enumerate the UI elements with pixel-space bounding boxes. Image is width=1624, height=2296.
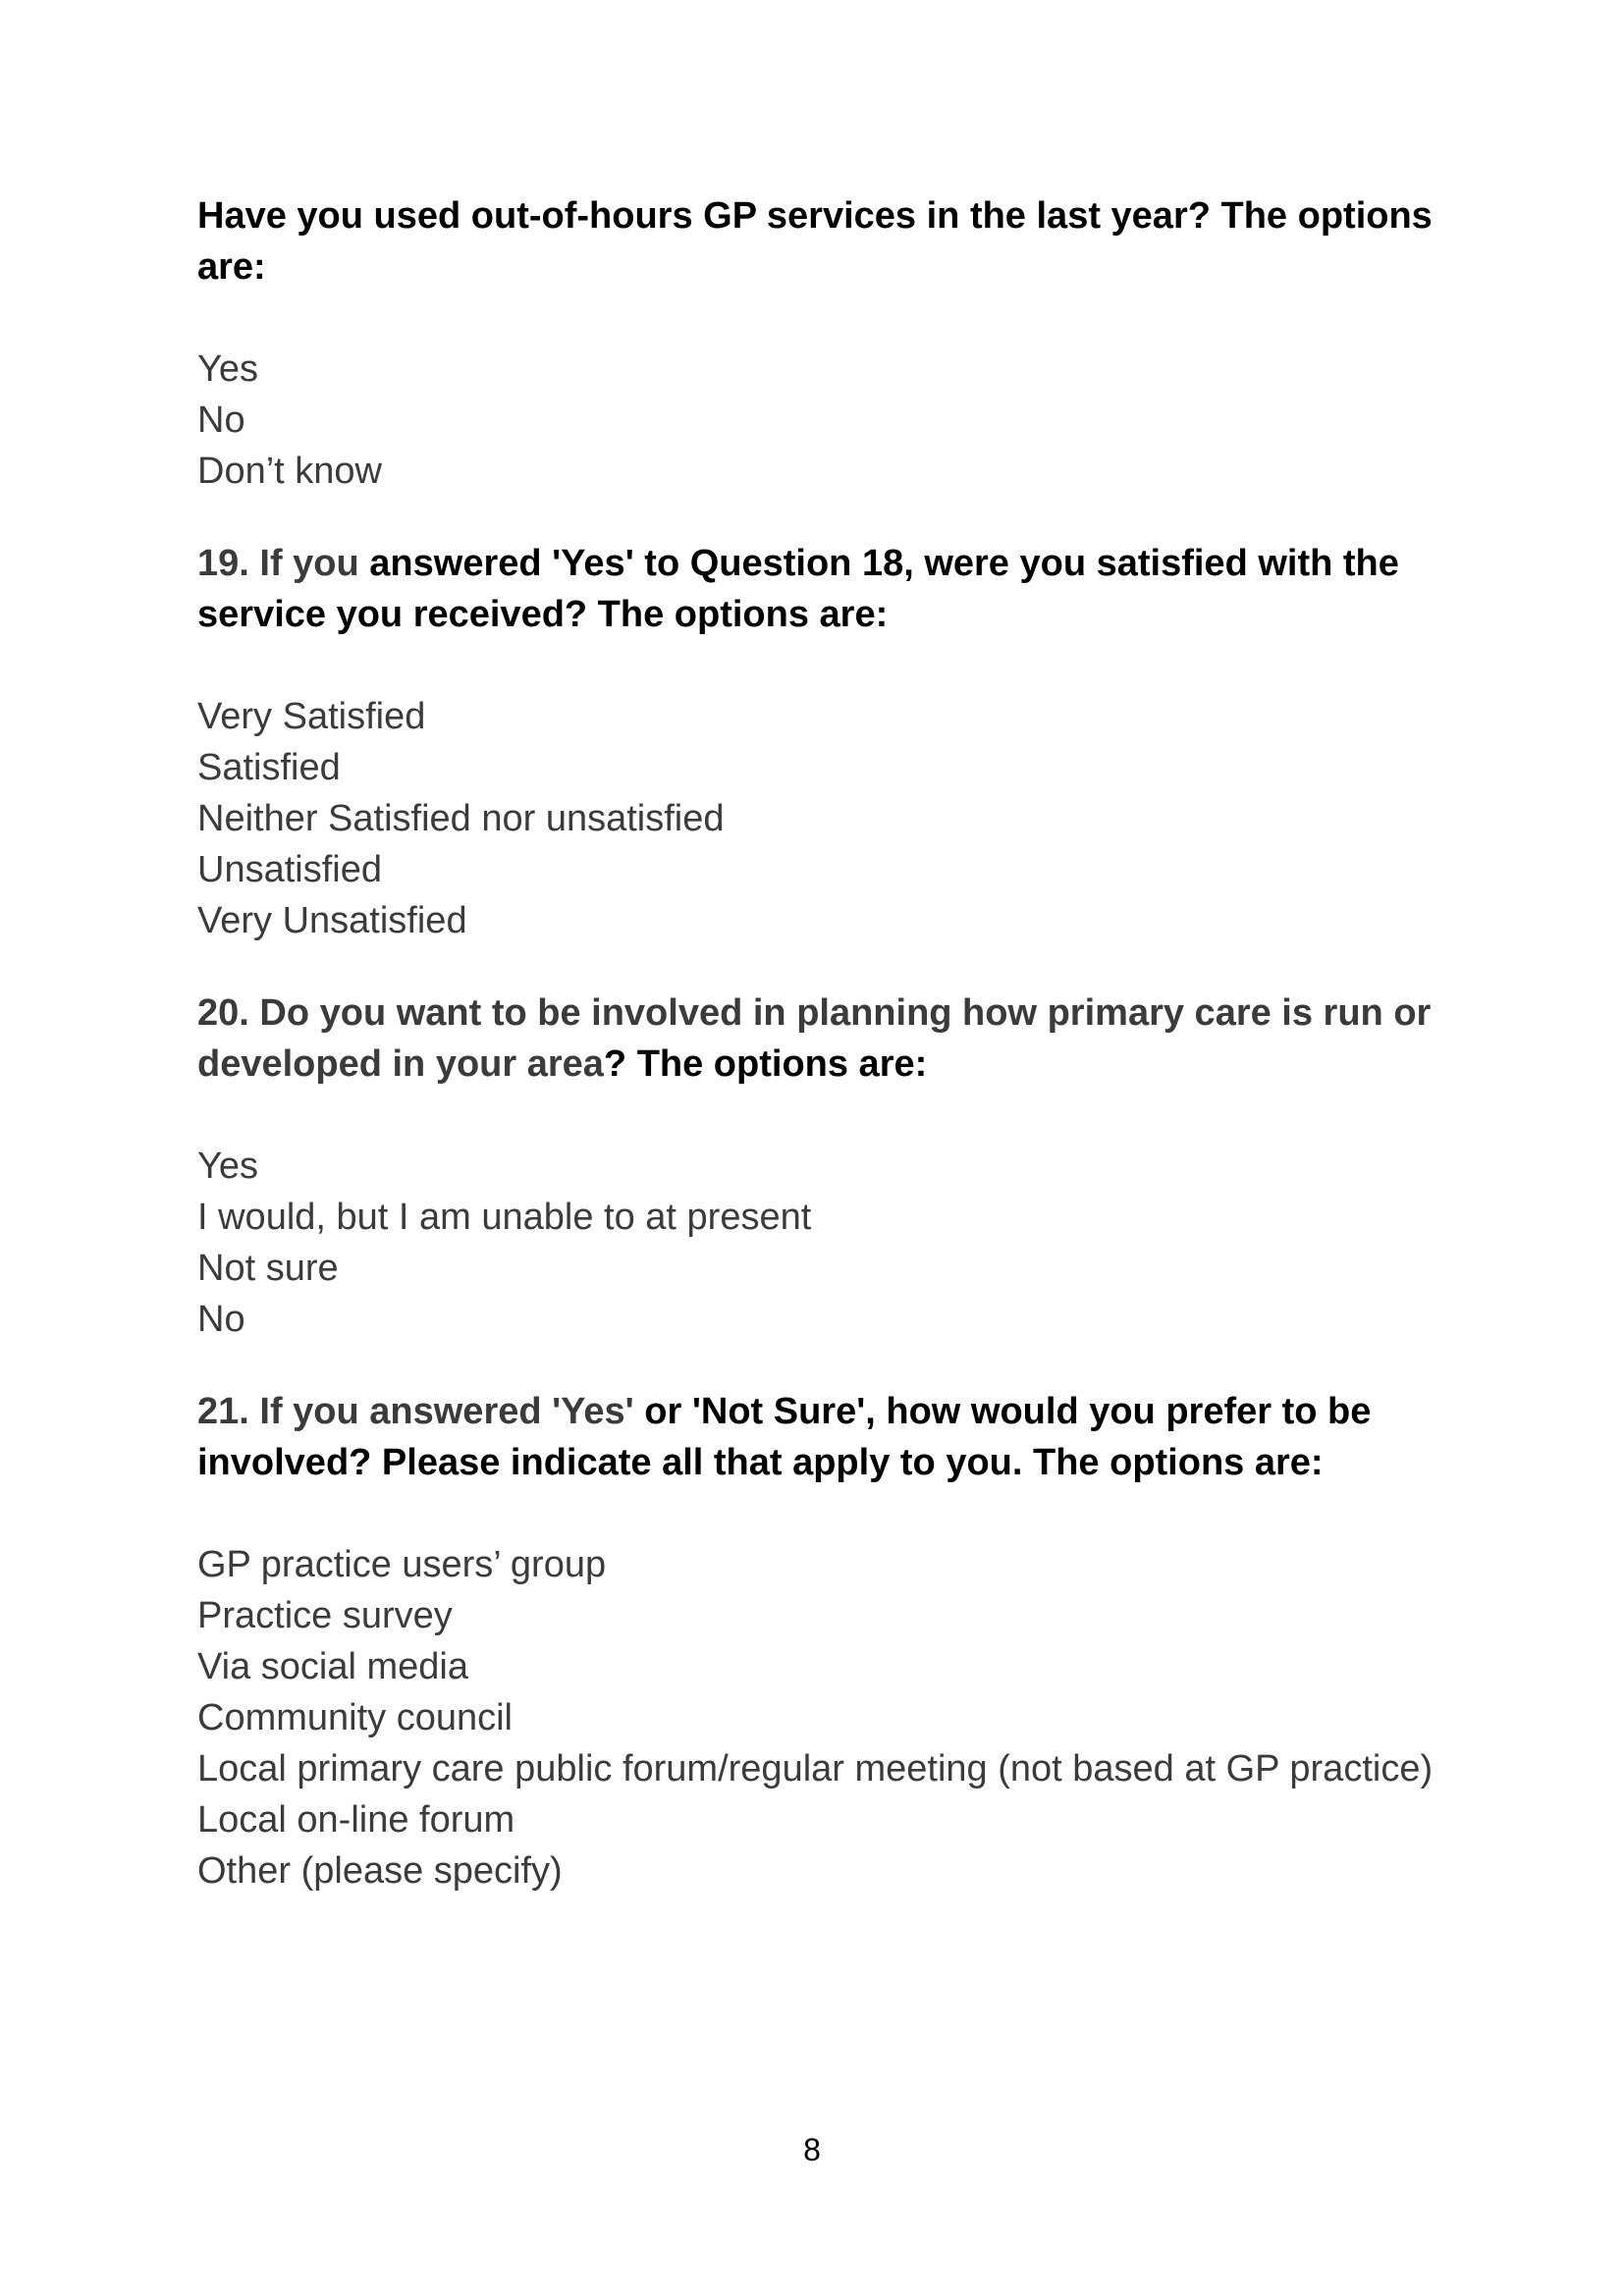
question-21	[197, 1386, 1474, 1896]
option-item: GP practice users’ group	[197, 1544, 607, 1585]
option-item: Very Satisfied	[197, 696, 426, 737]
option-item: Not sure	[197, 1248, 339, 1289]
page-number: 8	[803, 2132, 821, 2167]
option-item: Other (please specify)	[197, 1850, 563, 1892]
option-item: Practice survey	[197, 1595, 453, 1636]
option-item: No	[197, 1299, 245, 1340]
option-item: Local primary care public forum/regular meeting (not based at GP practice)	[197, 1748, 1434, 1789]
option-item: Local on-line forum	[197, 1799, 515, 1841]
question-20-prefix: 20. Do you want to be involved in planning how primary care is run or developed in your area	[197, 992, 1432, 1085]
question-21-prefix: 21. If you answered 'Yes'	[197, 1391, 634, 1432]
document-page	[197, 190, 1474, 1896]
option-item: Neither Satisfied nor unsatisfied	[197, 798, 725, 839]
option-item: Community council	[197, 1697, 513, 1738]
question-20-body: ? The options are:	[603, 1043, 928, 1085]
option-item: No	[197, 400, 245, 441]
question-18	[197, 190, 1474, 497]
question-20	[197, 988, 1474, 1345]
question-21-options	[197, 1539, 1474, 1896]
option-item: Via social media	[197, 1646, 469, 1687]
option-item: Don’t know	[197, 451, 382, 492]
question-19	[197, 538, 1474, 946]
option-item: Satisfied	[197, 747, 341, 788]
question-20-text	[197, 988, 1474, 1090]
option-item: Yes	[197, 348, 258, 390]
question-20-options	[197, 1141, 1474, 1345]
question-19-text	[197, 538, 1474, 640]
question-21-body: or 'Not Sure', how would you prefer to be involved? Please indicate all that apply to you. The options are:	[197, 1391, 1372, 1483]
question-18-text	[197, 190, 1474, 293]
option-item: Yes	[197, 1146, 258, 1187]
option-item: I would, but I am unable to at present	[197, 1197, 812, 1238]
question-19-prefix: 19. If you	[197, 543, 359, 584]
option-item: Very Unsatisfied	[197, 900, 467, 941]
question-18-options	[197, 344, 1474, 497]
question-18-body: Have you used out-of-hours GP services in the last year? The options are:	[197, 195, 1433, 288]
question-19-body: answered 'Yes' to Question 18, were you satisfied with the service you received? The options are:	[197, 543, 1399, 635]
option-item: Unsatisfied	[197, 849, 382, 890]
question-21-text	[197, 1386, 1474, 1488]
question-19-options	[197, 691, 1474, 946]
